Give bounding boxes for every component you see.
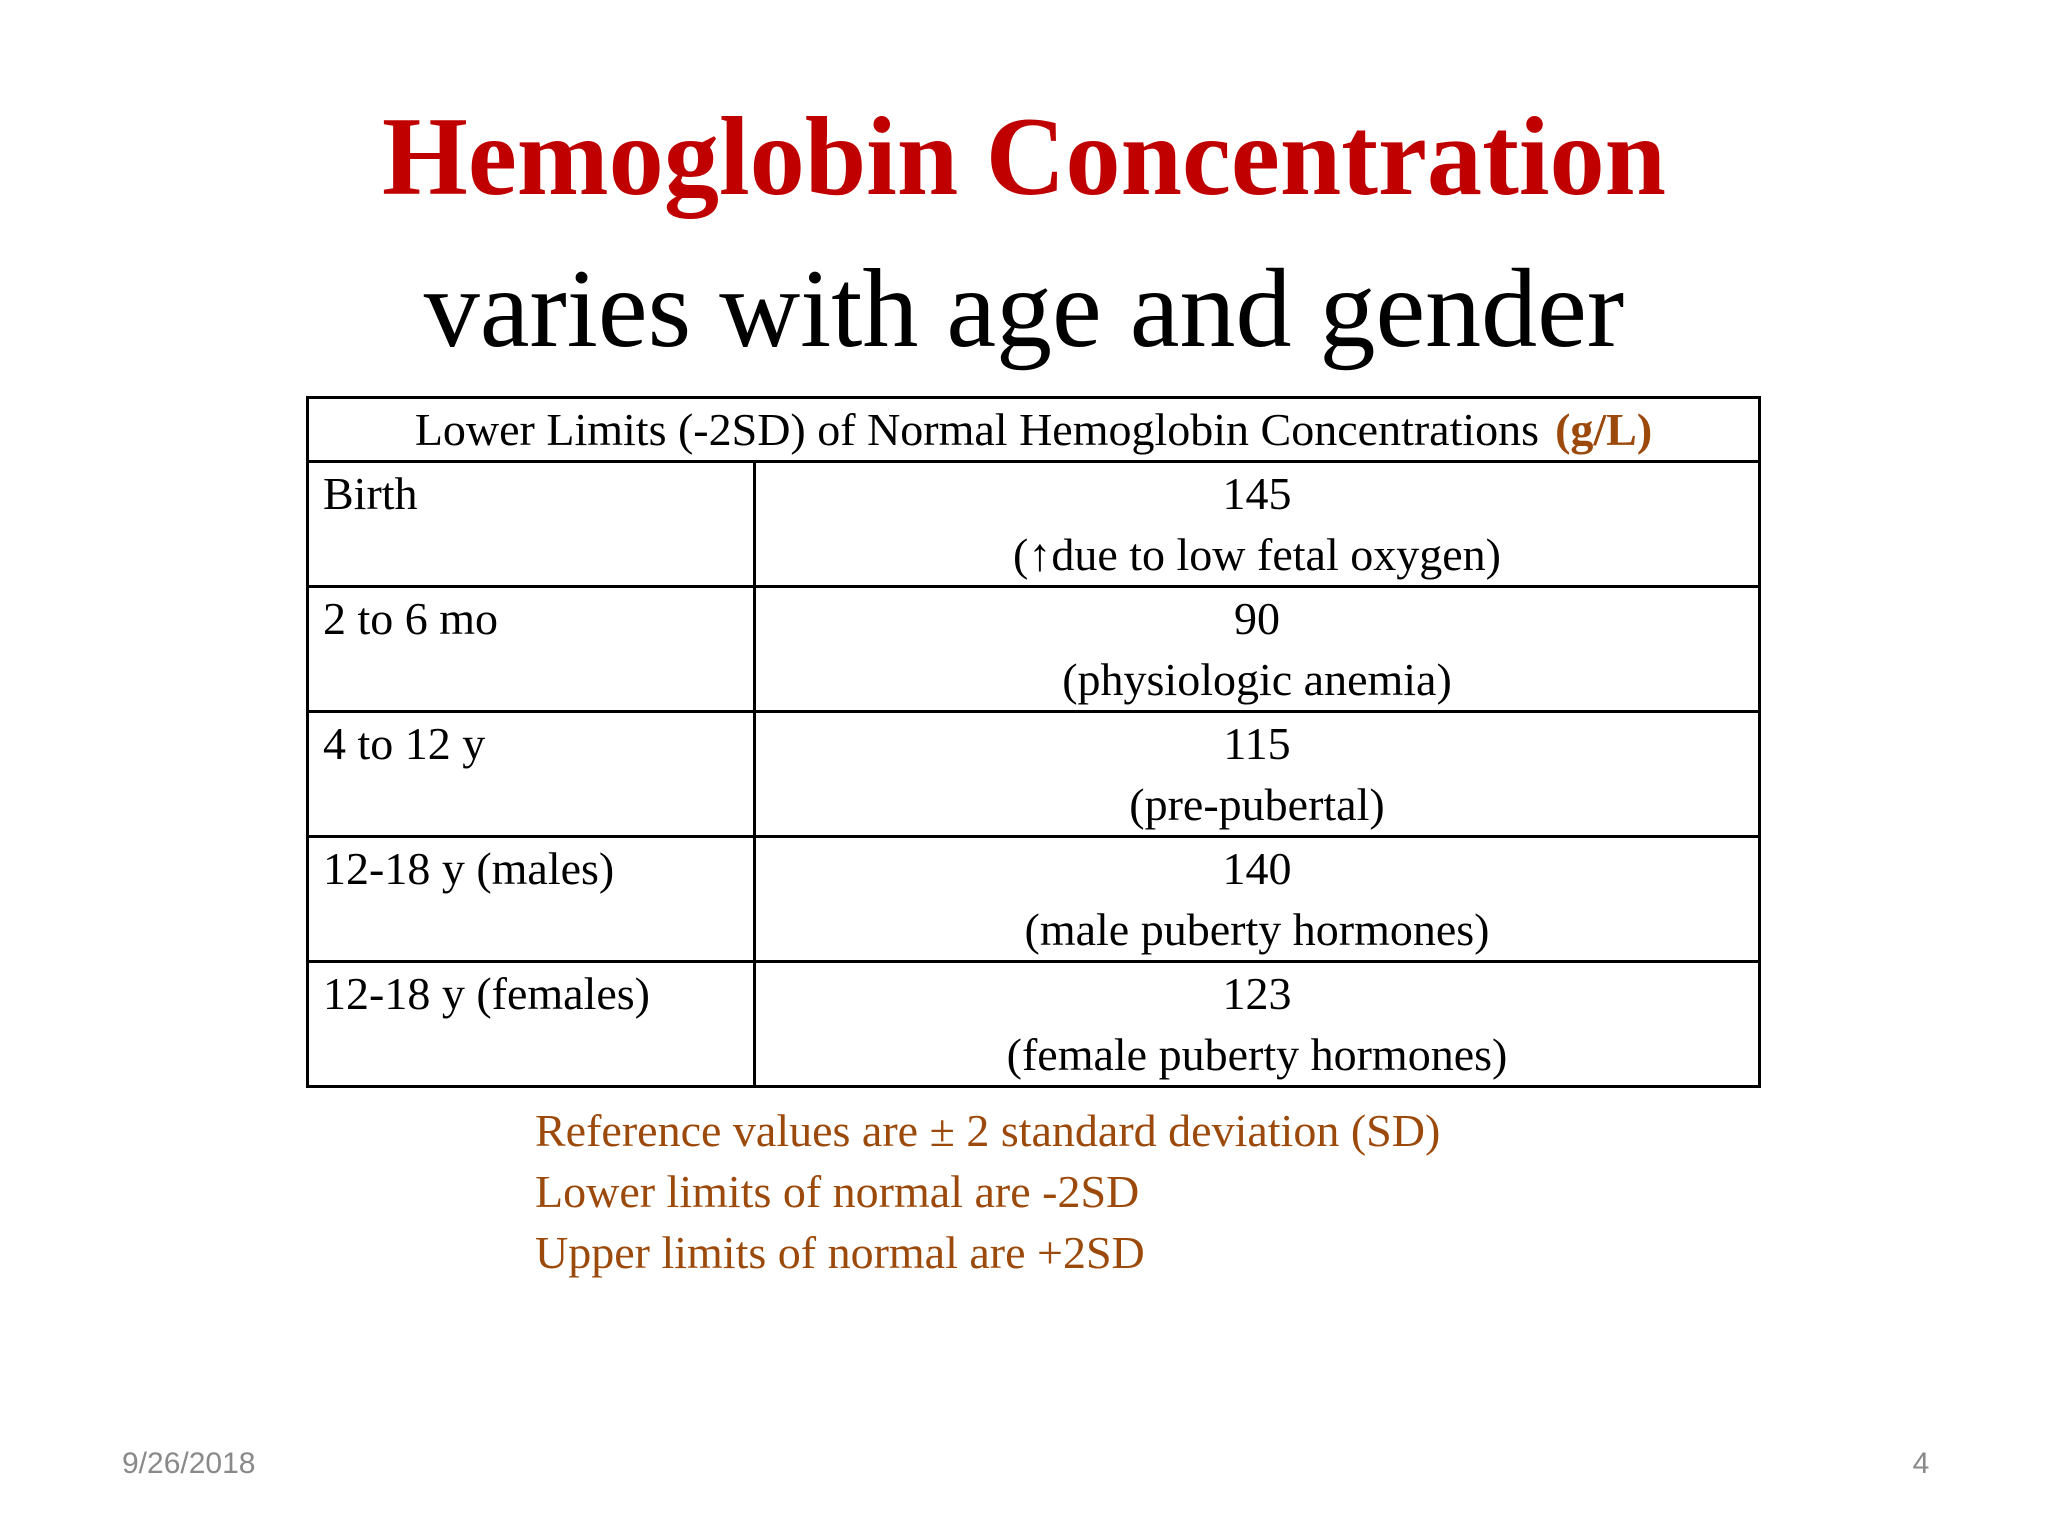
value-number: 115 xyxy=(1223,718,1291,769)
table-header xyxy=(308,398,1760,462)
age-cell: 12-18 y (females) xyxy=(308,962,755,1087)
value-note: (male puberty hormones) xyxy=(1024,904,1490,955)
table-row xyxy=(308,587,1760,712)
value-cell xyxy=(755,712,1760,837)
reference-notes xyxy=(535,1100,1440,1283)
value-cell xyxy=(755,837,1760,962)
table-header-unit: (g/L) xyxy=(1555,404,1653,455)
value-cell xyxy=(755,587,1760,712)
value-note: (pre-pubertal) xyxy=(1129,779,1385,830)
value-number: 140 xyxy=(1222,843,1292,894)
age-cell: 12-18 y (males) xyxy=(308,837,755,962)
value-note: (physiologic anemia) xyxy=(1062,654,1452,705)
value-number: 145 xyxy=(1222,468,1292,519)
note-line: Lower limits of normal are -2SD xyxy=(535,1166,1140,1217)
age-cell: 2 to 6 mo xyxy=(308,587,755,712)
slide-title: Hemoglobin Concentration xyxy=(382,95,1666,219)
table-header-row xyxy=(308,398,1760,462)
value-note: (female puberty hormones) xyxy=(1006,1029,1508,1080)
value-cell xyxy=(755,962,1760,1087)
age-cell: Birth xyxy=(308,462,755,587)
slide-number: 4 xyxy=(1912,1447,1930,1480)
age-cell: 4 to 12 y xyxy=(308,712,755,837)
footer-date: 9/26/2018 xyxy=(122,1447,256,1480)
table-row xyxy=(308,962,1760,1087)
note-line: Reference values are ± 2 standard deviation (SD) xyxy=(535,1105,1441,1156)
value-cell xyxy=(755,462,1760,587)
slide-subtitle: varies with age and gender xyxy=(423,247,1625,371)
value-number: 123 xyxy=(1222,968,1292,1019)
hemoglobin-limits-table xyxy=(306,396,1761,1088)
note-line: Upper limits of normal are +2SD xyxy=(535,1227,1145,1278)
table-header-text: Lower Limits (-2SD) of Normal Hemoglobin Concentrations xyxy=(414,404,1540,455)
value-note: (↑due to low fetal oxygen) xyxy=(1013,529,1501,580)
table-row xyxy=(308,837,1760,962)
value-number: 90 xyxy=(1234,593,1280,644)
table-row xyxy=(308,712,1760,837)
table-row xyxy=(308,462,1760,587)
